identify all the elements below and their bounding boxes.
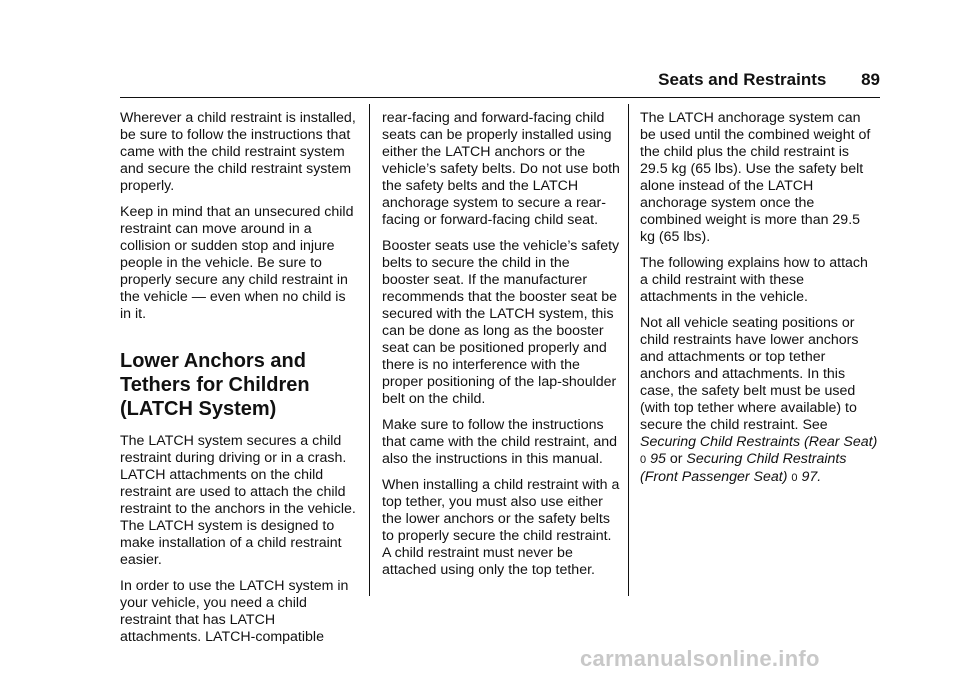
paragraph: The LATCH system secures a child restraint during driving or in a crash. LATCH attachments on the child restraint are used to attach the child restraint to the anchors in the vehicle. The LATCH system is designed to make installation of a child restraint easier. [120,433,356,568]
cross-reference-page[interactable]: 95 [650,451,666,467]
cross-reference-page[interactable]: 97. [801,469,822,485]
section-heading: Lower Anchors and Tethers for Children (LATCH System) [120,350,310,420]
cross-reference-link[interactable]: Securing Child Restraints (Front Passenger Seat) [640,451,847,485]
page-ref-arrow-icon: 0 [640,454,647,466]
column-3 [640,110,878,496]
paragraph: Wherever a child restraint is installed, be sure to follow the instructions that came with the child restraint system and secure the child restraint system properly. [120,110,356,194]
column-1 [120,110,358,655]
paragraph: Make sure to follow the instructions that came with the child restraint, and also the instructions in this manual. [382,417,618,467]
column-divider [628,104,629,596]
paragraph: The LATCH anchorage system can be used until the combined weight of the child plus the child restraint is 29.5 kg (65 lbs). Use the safety belt alone instead of the LATCH anchorage system once the combined weight is more than 29.5 kg (65 lbs). [640,110,871,245]
paragraph: rear-facing and forward-facing child seats can be properly installed using either the LATCH anchors or the vehicle’s safety belts. Do not use both the safety belts and the LATCH anchorage system to secure a rear-facing or forward-facing child seat. [382,110,620,228]
paragraph: Keep in mind that an unsecured child restraint can move around in a collision or sudden stop and injure people in the vehicle. Be sure to properly secure any child restraint in the vehicle — even when no child is in it. [120,204,354,322]
header-rule [120,97,880,98]
conjunction-text: or [669,451,683,467]
paragraph: Booster seats use the vehicle’s safety belts to secure the child in the booster seat. If the manufacturer recommends that the booster seat be secured with the LATCH system, this can be done as long as the booster seat can be positioned properly and there is no interference with the proper positioning of the lap-shoulder belt on the child. [382,238,620,407]
paragraph: The following explains how to attach a child restraint with these attachments in the vehicle. [640,255,868,305]
section-title: Seats and Restraints [658,70,827,89]
paragraph [640,315,878,487]
paragraph-text: Not all vehicle seating positions or child restraints have lower anchors and attachments or top tether anchors and attachments. In this case, the safety belt must be used (with top tether where available) to secure the child restraint. See [640,315,859,433]
watermark-text: carmanualsonline.info [580,646,820,671]
page-number: 89 [861,70,880,89]
paragraph: In order to use the LATCH system in your vehicle, you need a child restraint that has LATCH attachments. LATCH-compatible [120,578,349,645]
column-divider [369,104,370,596]
page-header [0,70,880,90]
column-2 [382,110,620,588]
cross-reference-link[interactable]: Securing Child Restraints (Rear Seat) [640,434,878,450]
page-ref-arrow-icon: 0 [791,472,798,484]
paragraph: When installing a child restraint with a top tether, you must also use either the lower anchors or the safety belts to properly secure the child restraint. A child restraint must never be attached using only the top tether. [382,477,620,578]
